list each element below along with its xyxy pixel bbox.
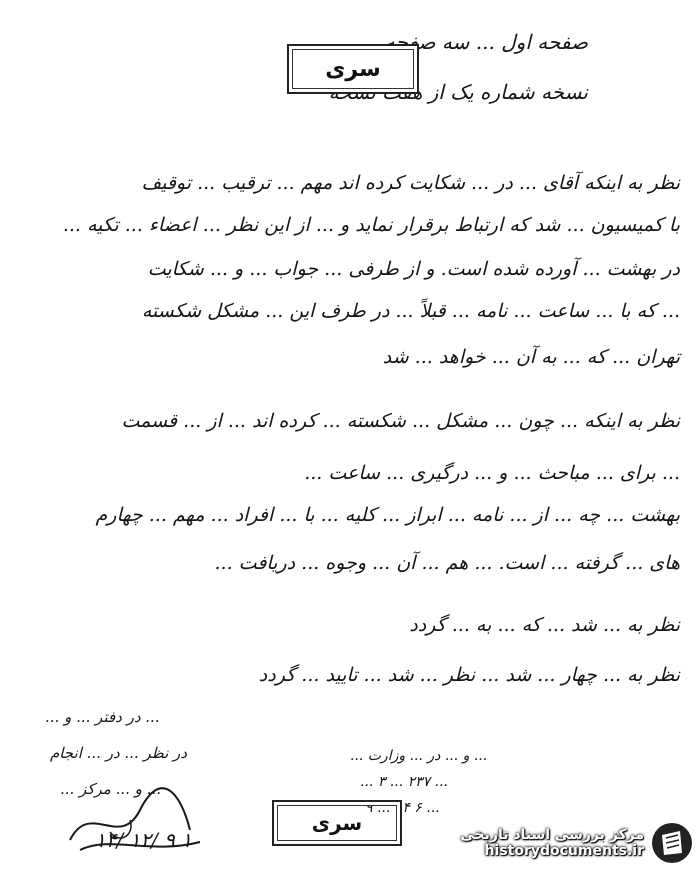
archive-logo-icon: [650, 821, 694, 865]
header-line-1: صفحه اول ... سه صفحه: [384, 30, 588, 54]
footer-right-note-line: ... ۶ ۱۴ ... ۹: [365, 800, 440, 816]
classification-stamp-bottom: سری: [272, 800, 402, 846]
body-line: ... که با ... ساعت ... نامه ... قبلاً ... در طرف این ... مشکل شکسته: [141, 300, 680, 322]
footer-right-note-line: ... ۲۳۷ ... ۳ ...: [360, 774, 448, 790]
footer-date: ۱۴/ ۱۲/ ۹ ۱: [95, 828, 193, 852]
watermark-url: historydocuments.ir: [484, 843, 644, 859]
body-line: نظر به ... شد ... که ... به ... گردد: [409, 614, 680, 636]
footer-left-note-line: ... در دفتر ... و ...: [45, 708, 160, 726]
body-line: نظر به ... چهار ... شد ... نظر ... شد ... تایید ... گردد: [258, 664, 680, 686]
body-line: ... برای ... مباحث ... و ... درگیری ... ساعت ...: [304, 462, 680, 484]
archive-watermark: [460, 821, 694, 865]
classification-stamp-top: سری: [287, 44, 419, 94]
header-line-2: نسخه شماره یک از هفت نسخه: [328, 80, 588, 104]
watermark-title: مرکز بررسی اسناد تاریخی: [460, 827, 644, 843]
body-line: در بهشت ... آورده شده است. و از طرفی ... جواب ... و ... شکایت: [147, 258, 680, 280]
body-line: تهران ... که ... به آن ... خواهد ... شد: [382, 346, 680, 368]
body-line: بهشت ... چه ... از ... نامه ... ابراز ... کلیه ... با ... افراد ... مهم ... چهارم: [95, 504, 680, 526]
footer-right-note-line: ... و ... در ... وزارت ...: [350, 748, 488, 764]
footer-left-note-line: ... و ... مرکز ...: [60, 780, 161, 798]
body-line: با کمیسیون ... شد که ارتباط برقرار نماید و ... از این نظر ... اعضاء ... تکیه ...: [62, 214, 680, 236]
footer-left-note-line: در نظر ... در ... انجام: [50, 744, 187, 762]
body-line: نظر به اینکه آقای ... در ... شکایت کرده اند مهم ... ترقیب ... توقیف: [141, 172, 680, 194]
body-line: نظر به اینکه ... چون ... مشکل ... شکسته ... کرده اند ... از ... قسمت: [121, 410, 680, 432]
body-line: های ... گرفته ... است. ... هم ... آن ... وجوه ... دریافت ...: [214, 552, 680, 574]
